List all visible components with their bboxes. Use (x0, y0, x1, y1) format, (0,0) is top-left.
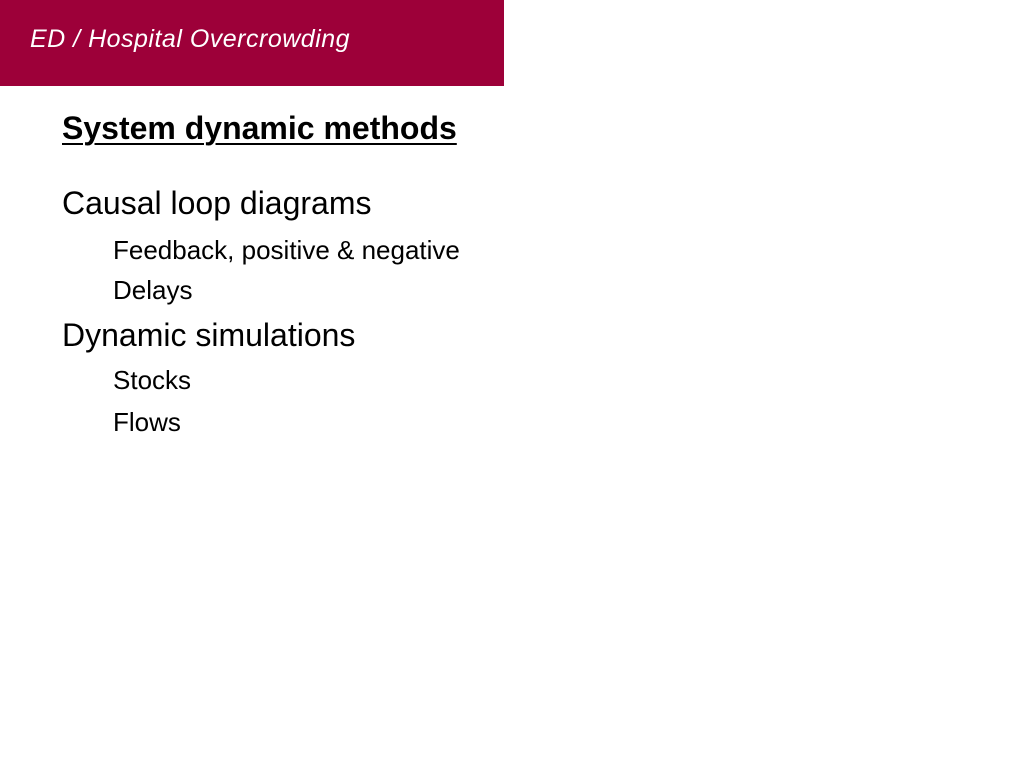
outline-item-flows: Flows (113, 407, 181, 437)
outline-item-dynamic-simulations: Dynamic simulations (62, 317, 356, 353)
header-banner (0, 0, 504, 86)
outline-item-feedback-positive-negative: Feedback, positive & negative (113, 235, 460, 265)
header-title: ED / Hospital Overcrowding (30, 25, 351, 53)
outline-item-delays: Delays (113, 275, 193, 305)
outline-item-stocks: Stocks (113, 365, 192, 395)
outline-item-causal-loop-diagrams: Causal loop diagrams (62, 185, 372, 221)
slide-title: System dynamic methods (62, 110, 457, 146)
